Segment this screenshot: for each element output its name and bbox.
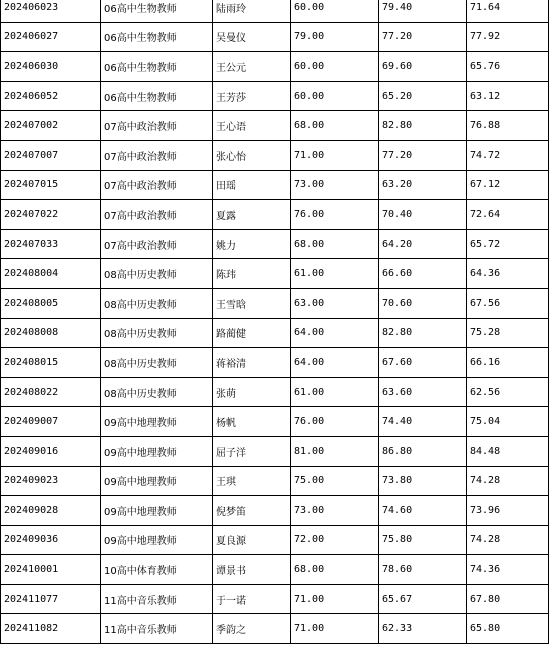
total-score-cell: 65.80: [467, 614, 549, 644]
candidate-name-cell: 夏露: [213, 200, 291, 230]
candidate-name-cell: 王雪晗: [213, 288, 291, 318]
candidate-id-cell: 202408005: [1, 288, 101, 318]
table-row: [1, 52, 549, 82]
total-score-cell: 73.96: [467, 496, 549, 526]
total-score-cell: 74.28: [467, 466, 549, 496]
position-cell: 06高中生物教师: [101, 0, 213, 22]
interview-score-cell: 73.80: [379, 466, 467, 496]
candidate-id-cell: 202406052: [1, 81, 101, 111]
position-cell: 08高中历史教师: [101, 318, 213, 348]
total-score-cell: 84.48: [467, 436, 549, 466]
table-row: [1, 111, 549, 141]
interview-score-cell: 82.80: [379, 111, 467, 141]
total-score-cell: 77.92: [467, 22, 549, 52]
interview-score-cell: 62.33: [379, 614, 467, 644]
position-cell: 11高中音乐教师: [101, 614, 213, 644]
table-row: [1, 555, 549, 585]
interview-score-cell: 82.80: [379, 318, 467, 348]
table-row: [1, 288, 549, 318]
candidate-name-cell: 倪梦笛: [213, 496, 291, 526]
candidate-id-cell: 202406030: [1, 52, 101, 82]
position-cell: 10高中体育教师: [101, 555, 213, 585]
candidate-name-cell: 于一诺: [213, 584, 291, 614]
written-score-cell: 71.00: [291, 140, 379, 170]
written-score-cell: 64.00: [291, 348, 379, 378]
total-score-cell: 75.28: [467, 318, 549, 348]
written-score-cell: 72.00: [291, 525, 379, 555]
candidate-name-cell: 陈玮: [213, 259, 291, 289]
written-score-cell: 71.00: [291, 614, 379, 644]
interview-score-cell: 63.20: [379, 170, 467, 200]
table-row: [1, 614, 549, 644]
candidate-name-cell: 屈子洋: [213, 436, 291, 466]
candidate-id-cell: 202411077: [1, 584, 101, 614]
candidate-id-cell: 202406027: [1, 22, 101, 52]
candidate-id-cell: 202408004: [1, 259, 101, 289]
position-cell: 08高中历史教师: [101, 259, 213, 289]
table-row: [1, 377, 549, 407]
position-cell: 09高中地理教师: [101, 496, 213, 526]
interview-score-cell: 65.67: [379, 584, 467, 614]
written-score-cell: 68.00: [291, 229, 379, 259]
position-cell: 06高中生物教师: [101, 52, 213, 82]
candidate-id-cell: 202407015: [1, 170, 101, 200]
total-score-cell: 62.56: [467, 377, 549, 407]
interview-score-cell: 86.80: [379, 436, 467, 466]
table-row: [1, 140, 549, 170]
table-row: [1, 466, 549, 496]
candidate-id-cell: 202409007: [1, 407, 101, 437]
total-score-cell: 67.56: [467, 288, 549, 318]
written-score-cell: 79.00: [291, 22, 379, 52]
candidate-id-cell: 202407002: [1, 111, 101, 141]
written-score-cell: 68.00: [291, 555, 379, 585]
candidate-name-cell: 王琪: [213, 466, 291, 496]
candidate-id-cell: 202409036: [1, 525, 101, 555]
position-cell: 07高中政治教师: [101, 111, 213, 141]
candidate-name-cell: 王公元: [213, 52, 291, 82]
candidate-id-cell: 202407033: [1, 229, 101, 259]
candidate-name-cell: 陆雨玲: [213, 0, 291, 22]
table-row: [1, 407, 549, 437]
total-score-cell: 65.72: [467, 229, 549, 259]
position-cell: 07高中政治教师: [101, 200, 213, 230]
written-score-cell: 60.00: [291, 81, 379, 111]
candidate-name-cell: 蒋裕清: [213, 348, 291, 378]
position-cell: 09高中地理教师: [101, 436, 213, 466]
table-row: [1, 436, 549, 466]
written-score-cell: 64.00: [291, 318, 379, 348]
interview-score-cell: 70.60: [379, 288, 467, 318]
table-row: [1, 81, 549, 111]
total-score-cell: 63.12: [467, 81, 549, 111]
candidate-name-cell: 姚力: [213, 229, 291, 259]
total-score-cell: 75.04: [467, 407, 549, 437]
candidate-id-cell: 202407022: [1, 200, 101, 230]
interview-score-cell: 64.20: [379, 229, 467, 259]
written-score-cell: 68.00: [291, 111, 379, 141]
written-score-cell: 76.00: [291, 200, 379, 230]
total-score-cell: 74.36: [467, 555, 549, 585]
interview-score-cell: 63.60: [379, 377, 467, 407]
candidate-id-cell: 202409028: [1, 496, 101, 526]
candidate-id-cell: 202409016: [1, 436, 101, 466]
table-row: [1, 584, 549, 614]
interview-score-cell: 74.60: [379, 496, 467, 526]
position-cell: 09高中地理教师: [101, 407, 213, 437]
total-score-cell: 65.76: [467, 52, 549, 82]
candidate-id-cell: 202408015: [1, 348, 101, 378]
written-score-cell: 73.00: [291, 170, 379, 200]
table-row: [1, 229, 549, 259]
candidate-id-cell: 202409023: [1, 466, 101, 496]
interview-score-cell: 77.20: [379, 22, 467, 52]
interview-score-cell: 79.40: [379, 0, 467, 22]
candidate-id-cell: 202410001: [1, 555, 101, 585]
written-score-cell: 61.00: [291, 259, 379, 289]
interview-score-cell: 67.60: [379, 348, 467, 378]
candidate-id-cell: 202408022: [1, 377, 101, 407]
table-row: [1, 259, 549, 289]
candidate-name-cell: 路蔺健: [213, 318, 291, 348]
total-score-cell: 64.36: [467, 259, 549, 289]
score-table-body: [1, 0, 549, 644]
total-score-cell: 66.16: [467, 348, 549, 378]
position-cell: 07高中政治教师: [101, 140, 213, 170]
position-cell: 06高中生物教师: [101, 81, 213, 111]
position-cell: 08高中历史教师: [101, 288, 213, 318]
candidate-id-cell: 202408008: [1, 318, 101, 348]
total-score-cell: 67.12: [467, 170, 549, 200]
written-score-cell: 76.00: [291, 407, 379, 437]
written-score-cell: 73.00: [291, 496, 379, 526]
candidate-name-cell: 季韵之: [213, 614, 291, 644]
candidate-id-cell: 202407007: [1, 140, 101, 170]
table-row: [1, 318, 549, 348]
total-score-cell: 67.80: [467, 584, 549, 614]
position-cell: 06高中生物教师: [101, 22, 213, 52]
position-cell: 08高中历史教师: [101, 377, 213, 407]
candidate-name-cell: 谭景书: [213, 555, 291, 585]
candidate-name-cell: 吴曼仪: [213, 22, 291, 52]
table-row: [1, 200, 549, 230]
written-score-cell: 61.00: [291, 377, 379, 407]
interview-score-cell: 65.20: [379, 81, 467, 111]
total-score-cell: 71.64: [467, 0, 549, 22]
written-score-cell: 75.00: [291, 466, 379, 496]
total-score-cell: 76.88: [467, 111, 549, 141]
position-cell: 11高中音乐教师: [101, 584, 213, 614]
table-row: [1, 0, 549, 22]
candidate-name-cell: 杨帆: [213, 407, 291, 437]
table-row: [1, 496, 549, 526]
table-row: [1, 348, 549, 378]
written-score-cell: 60.00: [291, 0, 379, 22]
table-row: [1, 170, 549, 200]
interview-score-cell: 74.40: [379, 407, 467, 437]
written-score-cell: 71.00: [291, 584, 379, 614]
candidate-name-cell: 王心语: [213, 111, 291, 141]
position-cell: 08高中历史教师: [101, 348, 213, 378]
interview-score-cell: 70.40: [379, 200, 467, 230]
candidate-id-cell: 202406023: [1, 0, 101, 22]
candidate-name-cell: 王芳莎: [213, 81, 291, 111]
position-cell: 07高中政治教师: [101, 229, 213, 259]
position-cell: 09高中地理教师: [101, 466, 213, 496]
candidate-name-cell: 张心怡: [213, 140, 291, 170]
position-cell: 09高中地理教师: [101, 525, 213, 555]
total-score-cell: 72.64: [467, 200, 549, 230]
candidate-id-cell: 202411082: [1, 614, 101, 644]
interview-score-cell: 69.60: [379, 52, 467, 82]
written-score-cell: 60.00: [291, 52, 379, 82]
interview-score-cell: 77.20: [379, 140, 467, 170]
total-score-cell: 74.28: [467, 525, 549, 555]
candidate-name-cell: 张萌: [213, 377, 291, 407]
table-row: [1, 22, 549, 52]
table-row: [1, 525, 549, 555]
written-score-cell: 81.00: [291, 436, 379, 466]
position-cell: 07高中政治教师: [101, 170, 213, 200]
interview-score-cell: 66.60: [379, 259, 467, 289]
candidate-name-cell: 田瑶: [213, 170, 291, 200]
interview-score-cell: 75.80: [379, 525, 467, 555]
interview-score-cell: 78.60: [379, 555, 467, 585]
candidate-name-cell: 夏良源: [213, 525, 291, 555]
written-score-cell: 63.00: [291, 288, 379, 318]
total-score-cell: 74.72: [467, 140, 549, 170]
